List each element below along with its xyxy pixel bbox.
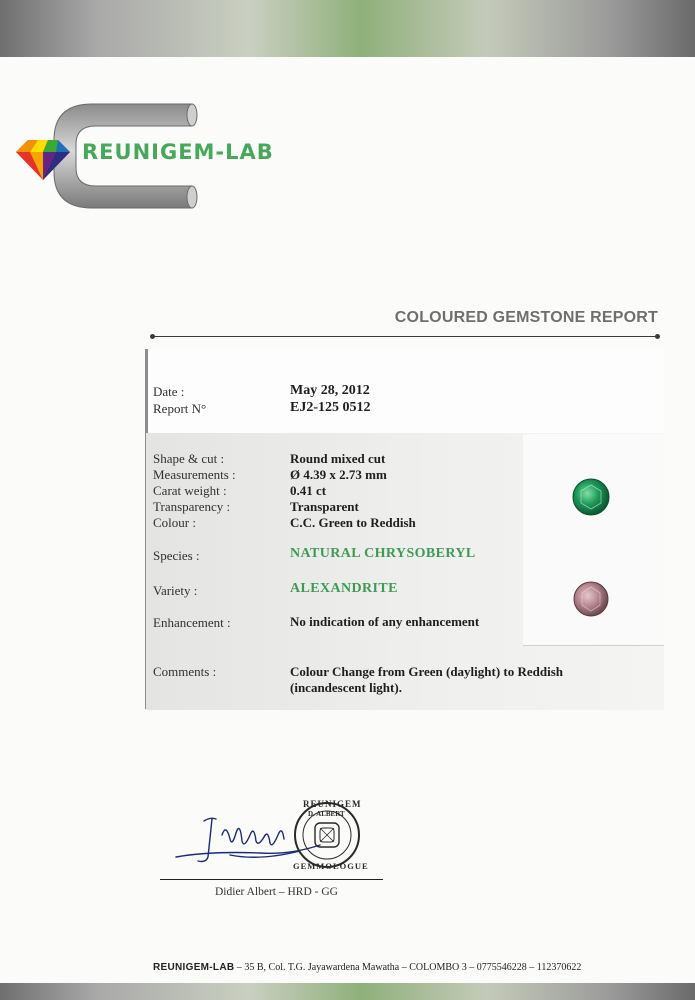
- green-gem-photo: [570, 476, 612, 518]
- date-label: Date :: [153, 384, 185, 399]
- shape-value: Round mixed cut: [290, 451, 386, 466]
- seal-text-top: REUNIGEM: [303, 799, 362, 809]
- reddish-gem-photo: [571, 579, 611, 619]
- report-title: COLOURED GEMSTONE REPORT: [394, 309, 658, 326]
- footer-address-text: – 35 B, Col. T.G. Jayawardena Mawatha – COLOMBO 3 – 0775546228 – 112370622: [234, 962, 582, 973]
- variety-label: Variety :: [153, 583, 198, 598]
- transparency-value: Transparent: [290, 499, 359, 514]
- enhancement-label: Enhancement :: [153, 615, 231, 630]
- comments-line-1: Colour Change from Green (daylight) to Reddish: [290, 664, 564, 679]
- signatory-name: Didier Albert – HRD - GG: [215, 886, 338, 898]
- measurements-value: Ø 4.39 x 2.73 mm: [290, 467, 387, 482]
- colour-label: Colour :: [153, 515, 196, 530]
- signature-line: [160, 879, 383, 880]
- report-number-value: EJ2-125 0512: [290, 400, 371, 415]
- measurements-label: Measurements :: [153, 467, 236, 482]
- seal-text-middle: D. ALBERT: [308, 810, 345, 818]
- shape-label: Shape & cut :: [153, 451, 225, 466]
- report-number-label: Report N°: [153, 401, 207, 416]
- colour-value: C.C. Green to Reddish: [290, 515, 416, 530]
- comments-line-2: (incandescent light).: [290, 680, 402, 695]
- handwritten-signature: [176, 818, 320, 861]
- carat-value: 0.41 ct: [290, 483, 327, 498]
- bottom-decorative-band: [0, 983, 695, 1000]
- footer-brand: REUNIGEM-LAB: [153, 962, 235, 973]
- enhancement-value: No indication of any enhancement: [290, 614, 480, 629]
- seal-text-bottom: GEMMOLOGUE: [293, 861, 369, 871]
- species-label: Species :: [153, 548, 200, 563]
- transparency-label: Transparency :: [153, 499, 231, 514]
- comments-label: Comments :: [153, 664, 217, 679]
- species-value: NATURAL CHRYSOBERYL: [290, 546, 476, 561]
- logo-text: REUNIGEM-LAB: [82, 140, 274, 164]
- footer-address: [153, 962, 581, 973]
- carat-label: Carat weight :: [153, 483, 227, 498]
- top-decorative-band: [0, 0, 695, 57]
- title-divider: [152, 336, 658, 337]
- date-value: May 28, 2012: [290, 383, 370, 398]
- variety-value: ALEXANDRITE: [290, 581, 398, 596]
